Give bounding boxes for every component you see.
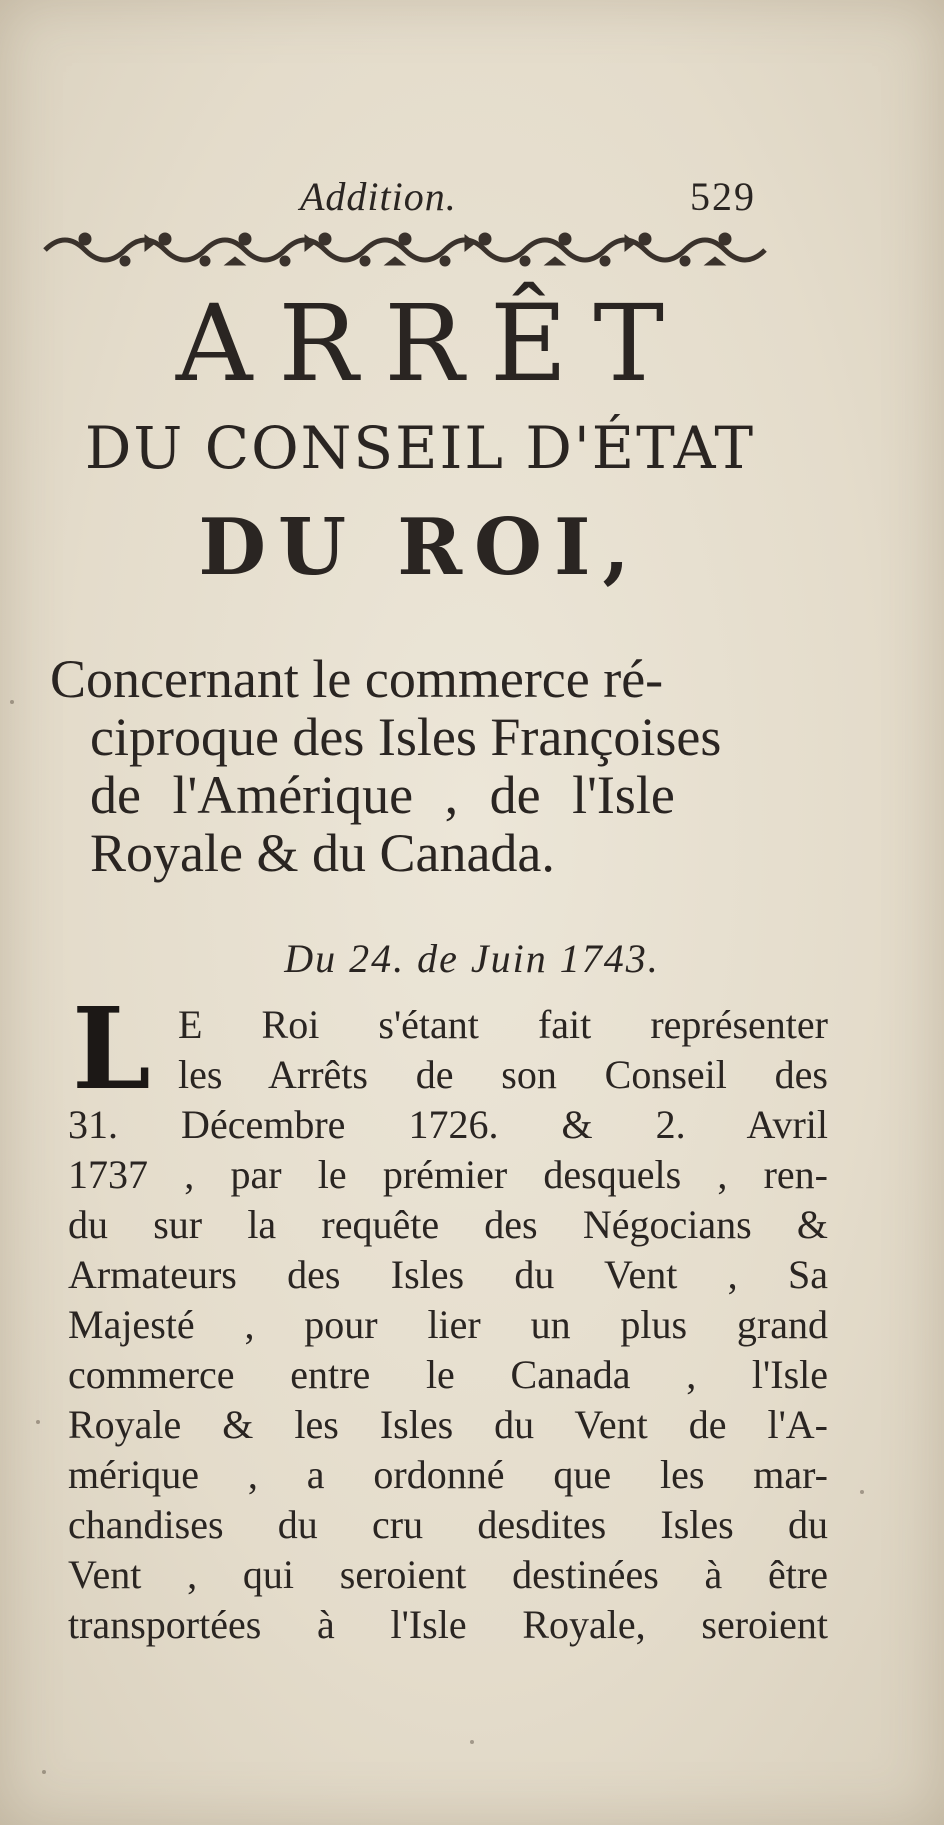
paper-speck xyxy=(36,1420,40,1424)
drop-cap: L xyxy=(72,984,151,1115)
title-conseil-detat: DU CONSEIL D'ÉTAT xyxy=(84,414,756,482)
body-line: chandises du cru desdites Isles du xyxy=(68,1502,828,1547)
body-line: Armateurs des Isles du Vent , Sa xyxy=(68,1252,828,1297)
floral-band-ornament-icon xyxy=(40,225,780,275)
subject-line: de l'Amérique , de l'Isle xyxy=(90,765,675,825)
subject-line: ciproque des Isles Françoises xyxy=(90,707,722,767)
body-line: Royale & les Isles du Vent de l'A- xyxy=(68,1402,828,1447)
body-line: les Arrêts de son Conseil des xyxy=(178,1052,828,1097)
subject-line: Royale & du Canada. xyxy=(90,823,555,883)
page-number: 529 xyxy=(690,174,756,219)
body-line: 31. Décembre 1726. & 2. Avril xyxy=(68,1102,828,1147)
body-line: commerce entre le Canada , l'Isle xyxy=(68,1352,828,1397)
title-arret: ARRÊT xyxy=(175,282,691,405)
paper-speck xyxy=(860,1490,864,1494)
subject-line: Concernant le commerce ré- xyxy=(50,649,664,709)
body-line: Vent , qui seroient destinées à être xyxy=(68,1552,828,1597)
decree-subject xyxy=(50,650,800,882)
body-line: du sur la requête des Négocians & xyxy=(68,1202,828,1247)
body-line: transportées à l'Isle Royale, seroient xyxy=(68,1602,828,1647)
paper-speck xyxy=(42,1770,46,1774)
paper-speck xyxy=(470,1740,474,1744)
body-line: 1737 , par le prémier desquels , ren- xyxy=(68,1152,828,1197)
paper-speck xyxy=(10,700,14,704)
decree-date: Du 24. de Juin 1743. xyxy=(284,936,660,981)
body-line: mérique , a ordonné que les mar- xyxy=(68,1452,828,1497)
decree-title xyxy=(40,282,800,603)
body-text xyxy=(68,984,828,1650)
running-title: Addition. xyxy=(300,174,457,219)
body-line: Majesté , pour lier un plus grand xyxy=(68,1302,828,1347)
body-line: E Roi s'étant fait représenter xyxy=(178,1002,828,1047)
title-du-roi: DU ROI, xyxy=(198,502,642,593)
running-header xyxy=(0,165,944,225)
